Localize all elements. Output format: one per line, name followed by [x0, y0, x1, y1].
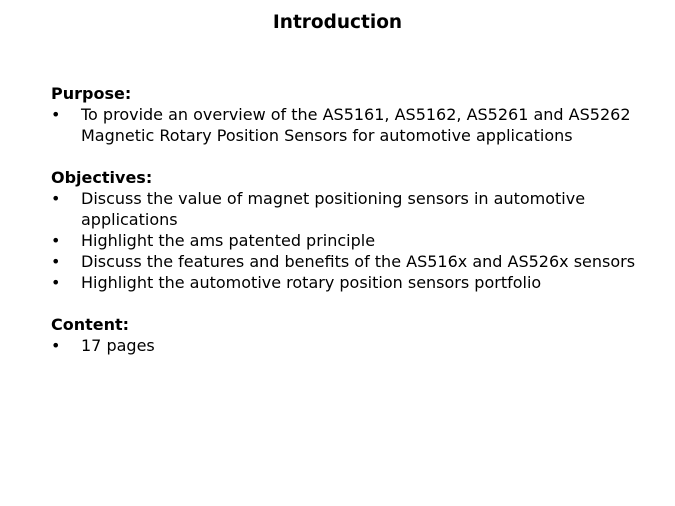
slide-body	[51, 83, 651, 377]
list-item	[51, 230, 651, 251]
bullet-list	[51, 188, 651, 293]
list-item	[51, 104, 651, 146]
list-item-text: Highlight the ams patented principle	[81, 231, 376, 250]
list-item-text: Discuss the features and benefits of the AS516x and AS526x sensors	[81, 252, 636, 271]
bullet-list	[51, 104, 651, 146]
section-content	[51, 314, 651, 356]
slide-title: Introduction	[272, 12, 403, 33]
list-item	[51, 188, 651, 230]
section-purpose	[51, 83, 651, 146]
bullet-icon: •	[51, 231, 61, 250]
section-heading: Content:	[51, 315, 130, 334]
bullet-icon: •	[51, 252, 61, 271]
list-item-text: 17 pages	[81, 336, 155, 355]
bullet-icon: •	[51, 336, 61, 355]
bullet-icon: •	[51, 273, 61, 292]
section-heading: Purpose:	[51, 84, 132, 103]
list-item-text: Discuss the value of magnet positioning sensors in automotive applications	[81, 189, 586, 229]
bullet-icon: •	[51, 189, 61, 208]
list-item	[51, 251, 651, 272]
section-heading: Objectives:	[51, 168, 153, 187]
list-item-text: To provide an overview of the AS5161, AS5162, AS5261 and AS5262 Magnetic Rotary Position Sensors for automotive applications	[81, 105, 631, 145]
bullet-icon: •	[51, 105, 61, 124]
list-item	[51, 335, 651, 356]
list-item	[51, 272, 651, 293]
list-item-text: Highlight the automotive rotary position sensors portfolio	[81, 273, 542, 292]
bullet-list	[51, 335, 651, 356]
section-objectives	[51, 167, 651, 293]
